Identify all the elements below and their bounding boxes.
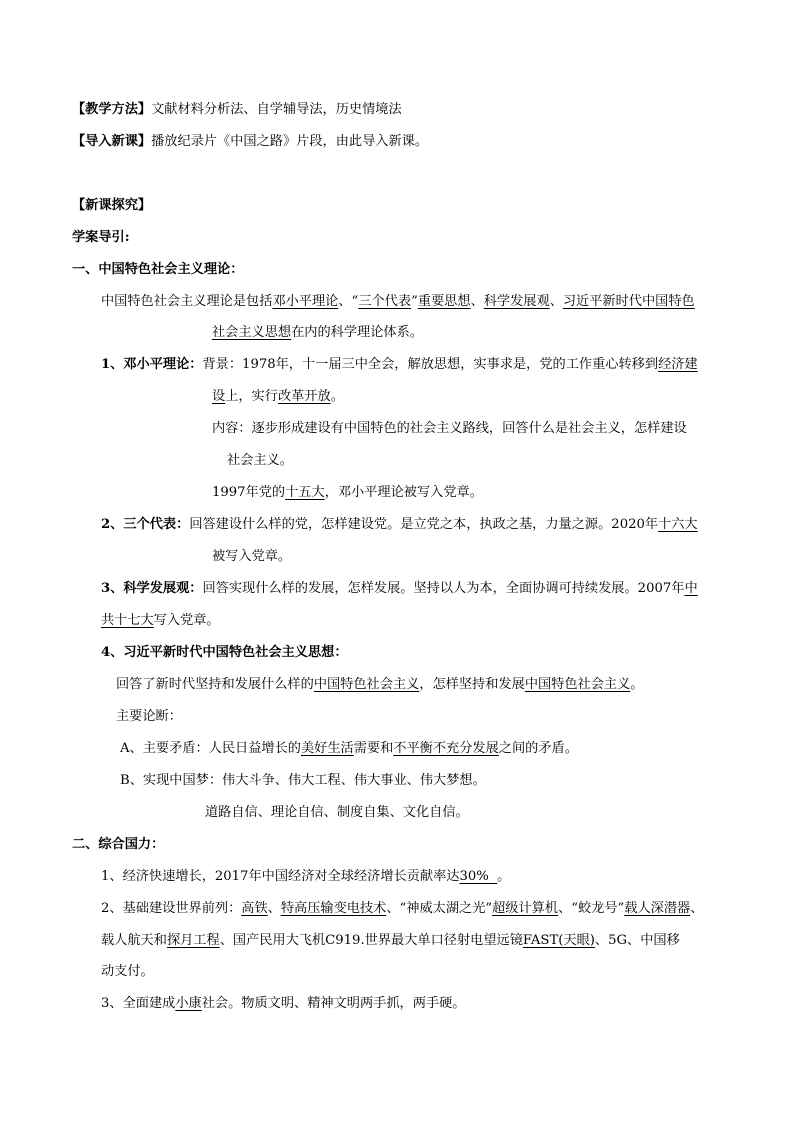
teaching-method-line (72, 100, 402, 120)
text: 社会。物质文明、精神文明两手抓，两手硬。 (201, 996, 466, 1011)
text: 。 (330, 389, 344, 404)
part1-title: 一、中国特色社会主义理论： (72, 262, 244, 277)
intro-line (72, 132, 428, 152)
intro-text: 播放纪录片《中国之路》片段，由此导入新课。 (151, 134, 429, 149)
underlined-term: 共十七大 (101, 613, 154, 628)
text: ，怎样坚持和发展 (419, 677, 525, 692)
deng-background-cont (212, 387, 344, 407)
text: 。 (630, 677, 644, 692)
xi-item-a (120, 739, 578, 759)
underlined-term: 十五大 (285, 485, 325, 500)
part2-item-1 (101, 867, 510, 887)
underlined-term: 三个代表 (358, 294, 412, 309)
sci-dev-cont (101, 611, 220, 631)
part2-item-3 (101, 994, 465, 1014)
underlined-term: 科学发展观 (483, 294, 550, 309)
deng-background-line (101, 355, 698, 375)
text: ” (411, 294, 418, 309)
underlined-term: 探月工程 (166, 933, 220, 948)
underlined-term: 小康 (175, 996, 202, 1011)
underlined-term: 中 (684, 581, 698, 596)
underlined-term: 十六大 (658, 517, 698, 532)
underlined-term: FAST(天眼) (522, 933, 595, 948)
text: 背景：1978年，十一届三中全会，解放思想，实事求是，党的工作重心转移到 (202, 357, 659, 372)
text: 回答建设什么样的党，怎样建设党。是立党之本，执政之基，力量之源。2020年 (189, 517, 659, 532)
underlined-term: 邓小平理论 (272, 294, 339, 309)
underlined-term: 不平衡不充分发展 (393, 741, 499, 756)
text: 回答了新时代坚持和发展什么样的 (116, 677, 314, 692)
text: 之间的矛盾。 (498, 741, 578, 756)
deng-title: 1、邓小平理论： (101, 357, 203, 372)
four-confidences-line: 道路自信、理论自信、制度自集、文化自信。 (205, 805, 469, 820)
part1-definition-cont (212, 323, 423, 343)
text: 、 (549, 294, 563, 309)
part2-item-2 (101, 899, 703, 919)
text: 上，实行 (225, 389, 278, 404)
underlined-term: 载人深潜器 (624, 901, 691, 916)
text: 3、全面建成 (101, 996, 176, 1011)
underlined-term: 设 (212, 389, 226, 404)
xi-thought-title: 4、习近平新时代中国特色社会主义思想： (101, 645, 348, 660)
underlined-term: 经济建 (658, 357, 698, 372)
underlined-term: 中国特色社会主义 (524, 677, 631, 692)
underlined-term: 超级计算机 (492, 901, 559, 916)
teaching-method-text: 文献材料分析法、自学辅导法，历史情境法 (151, 102, 402, 117)
text: 在内的科学理论体系。 (291, 325, 423, 340)
part1-definition (101, 292, 695, 312)
intro-label: 【导入新课】 (72, 134, 152, 149)
deng-content-line: 内容：逐步形成建设有中国特色的社会主义路线，回答什么是社会主义，怎样建设 (212, 421, 687, 436)
text: 中国特色社会主义理论是包括 (101, 294, 273, 309)
text: 。 (497, 869, 511, 884)
xi-answer-line (116, 675, 644, 695)
three-represents-line (101, 515, 698, 535)
text: 、“ (338, 294, 359, 309)
underlined-term: 美好生活 (300, 741, 354, 756)
part2-title: 二、综合国力： (72, 837, 165, 852)
underlined-term: 特高压输变电技术 (280, 901, 387, 916)
part2-item-2-end: 动支付。 (101, 964, 154, 979)
text: 、国产民用大飞机C919.世界最大单口径射电望远镜 (219, 933, 523, 948)
text: 需要和 (353, 741, 394, 756)
text: 写入党章。 (153, 613, 220, 628)
text: A、主要矛盾：人民日益增长的 (120, 741, 301, 756)
text: 、 (690, 901, 704, 916)
underlined-term: 习近平新时代中国特色 (562, 294, 695, 309)
text: 回答实现什么样的发展，怎样发展。坚持以人为本，全面协调可持续发展。2007年 (202, 581, 685, 596)
underlined-term: 中国特色社会主义 (313, 677, 420, 692)
three-represents-title: 2、三个代表： (101, 517, 190, 532)
xi-main-judgments-label: 主要论断： (116, 709, 182, 724)
underlined-term: 改革开放 (277, 389, 331, 404)
text: 、 (470, 294, 484, 309)
underlined-term: 社会主义思想 (212, 325, 292, 340)
three-represents-cont: 被写入党章。 (212, 549, 292, 564)
text: 载人航天和 (101, 933, 167, 948)
text: 2、基础建设世界前列： (101, 901, 242, 916)
xi-item-b: B、实现中国梦：伟大斗争、伟大工程、伟大事业、伟大梦想。 (120, 773, 486, 788)
teaching-method-label: 【教学方法】 (72, 102, 152, 117)
text: 、“蛟龙号” (558, 901, 625, 916)
deng-content-cont: 社会主义。 (227, 453, 293, 468)
sci-dev-line (101, 579, 698, 599)
sci-dev-title: 3、科学发展观： (101, 581, 203, 596)
new-lesson-heading: 【新课探究】 (72, 198, 152, 213)
part2-item-2-cont (101, 931, 680, 951)
text: 1997年党的 (212, 485, 286, 500)
study-guide-label: 学案导引: (72, 230, 130, 245)
text: 1、经济快速增长，2017年中国经济对全球经济增长贡献率达 (101, 869, 460, 884)
underlined-term: 高铁 (241, 901, 268, 916)
underlined-term: 重要思想 (417, 294, 471, 309)
underlined-term: 30% (459, 869, 489, 884)
text: 、5G、中国移 (594, 933, 680, 948)
text: 、 (267, 901, 281, 916)
text: ，邓小平理论被写入党章。 (324, 485, 483, 500)
underlined-blank (489, 869, 497, 884)
deng-party-line (212, 483, 483, 503)
text: 、“神威太湖之光” (386, 901, 493, 916)
